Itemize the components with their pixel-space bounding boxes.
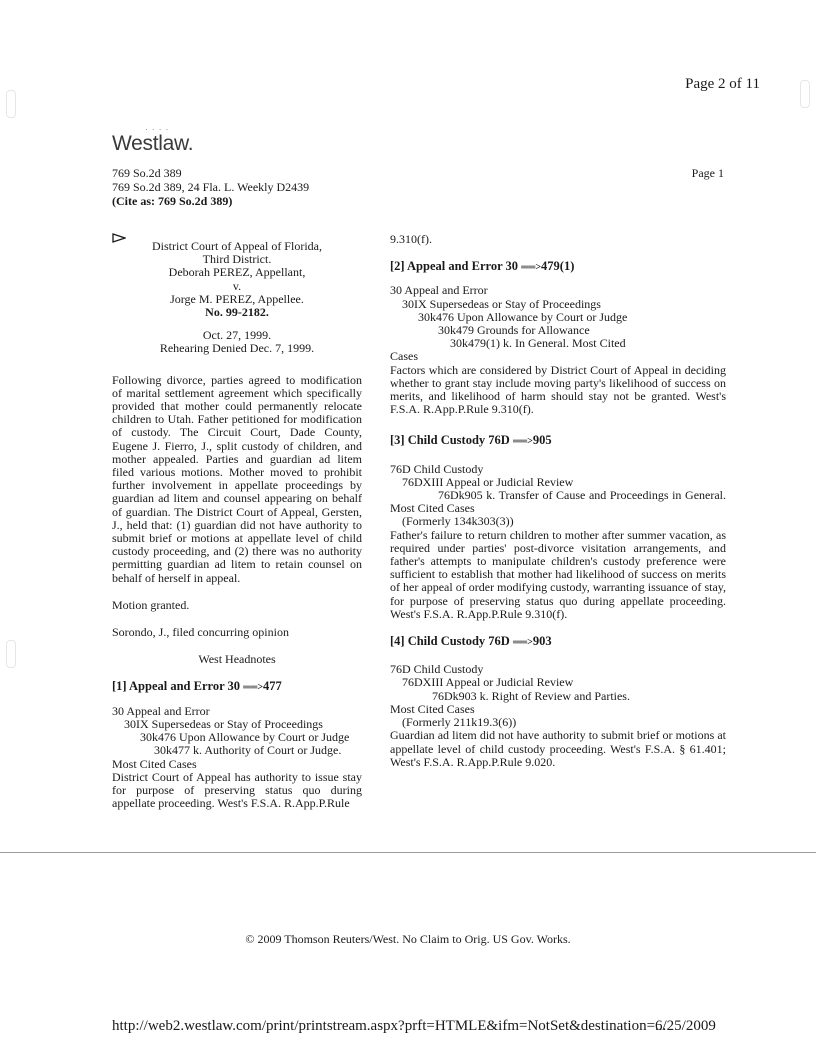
citation-line: 769 So.2d 389: [112, 166, 182, 180]
westlaw-logo: [112, 125, 194, 156]
topic-line: 76D Child Custody: [390, 461, 484, 476]
decision-date: Oct. 27, 1999.: [202, 328, 272, 343]
headnote: [390, 635, 726, 769]
synopsis: Following divorce, parties agreed to modification of marital settlement agreement which specifically provided that mother could permanently relocate children to Utah. Father petitioned for modification of custody. The Circuit Court, Dade County, Eugene J. Fierro, J., split custody of children, and mother appealed. Parties and guardian ad litem filed various motions. Mother moved to prohibit further involvement in appellate proceedings by guardian ad litem and counsel appearing on behalf of guardian. The District Court of Appeal, Gersten, J., held that: (1) guardian did not have authority to submit brief or motions at appellate level of child custody proceeding, and (2) there was no authority permitting guardian ad litem to retain counsel on behalf of herself in appeal.: [112, 372, 362, 585]
formerly-note: (Formerly 134k303(3)): [402, 514, 514, 529]
topic-line: 76DXIII Appeal or Judicial Review: [402, 474, 574, 489]
headnote-heading[interactable]: [112, 680, 362, 694]
headnote-heading[interactable]: [390, 434, 726, 448]
district-name: Third District.: [202, 252, 272, 267]
disposition: Motion granted.: [112, 597, 190, 612]
most-cited-link[interactable]: Most Cited Cases: [390, 701, 475, 716]
appellant: Deborah PEREZ, Appellant,: [168, 265, 306, 280]
topic-line: 30 Appeal and Error: [390, 283, 488, 298]
versus: v.: [232, 278, 242, 293]
document-page-number: Page 1: [691, 166, 724, 180]
headnote-text: Factors which are considered by District Court of Appeal in deciding whether to grant stay include moving party's likelihood of success on merits, and likelihood of harm should stay not be granted. West's F.S.A. R.App.P.Rule 9.310(f).: [390, 362, 726, 417]
case-caption: [112, 240, 362, 356]
concurrence-note: Sorondo, J., filed concurring opinion: [112, 625, 289, 640]
formerly-note: (Formerly 211k19.3(6)): [402, 715, 517, 730]
headnote-text: Father's failure to return children to mother after summer vacation, as required under parties' post-divorce visitation arrangements, and father's attempts to manipulate children's custody preference were sufficient to establish that mother had likelihood of success on merits of her appeal of order modifying custody, warranting issuance of stay, for purpose of preserving status quo during appellate proceeding. West's F.S.A. R.App.P.Rule 9.310(f).: [390, 527, 726, 621]
page-divider: [0, 852, 816, 853]
key-symbol-icon: ══>: [521, 262, 542, 274]
headnote-continued: 9.310(f).: [390, 232, 432, 246]
topic-line[interactable]: 30k479(1) k. In General. Most Cited: [450, 336, 626, 351]
most-cited-link[interactable]: Cases: [390, 349, 418, 364]
key-symbol-icon: ══>: [243, 682, 264, 694]
topic-line: 30k479 Grounds for Allowance: [438, 323, 590, 338]
key-number[interactable]: 477: [263, 679, 282, 694]
headnote: [390, 434, 726, 621]
topic-line: 30k476 Upon Allowance by Court or Judge: [140, 730, 350, 745]
topic-line: 30IX Supersedeas or Stay of Proceedings: [124, 716, 323, 731]
scan-mark: [6, 90, 16, 118]
citation-block: [112, 166, 309, 208]
scan-mark: [6, 640, 16, 668]
copyright-notice: © 2009 Thomson Reuters/West. No Claim to Orig. US Gov. Works.: [245, 932, 571, 946]
topic-line[interactable]: 30k477 k. Authority of Court or Judge.: [154, 743, 342, 758]
logo-dots-decoration: · · · ·: [145, 125, 170, 134]
key-symbol-icon: ══>: [512, 436, 533, 448]
headnote-heading[interactable]: [390, 260, 726, 274]
cite-as: (Cite as: 769 So.2d 389): [112, 194, 233, 208]
key-number[interactable]: 905: [532, 433, 552, 448]
scan-mark: [800, 80, 810, 108]
topic-line: 30IX Supersedeas or Stay of Proceedings: [402, 296, 601, 311]
logo-text: Westlaw.: [112, 132, 194, 155]
topic-line: 76D Child Custody: [390, 662, 484, 677]
case-number: No. 99-2182.: [205, 305, 269, 320]
rehearing-date: Rehearing Denied Dec. 7, 1999.: [159, 341, 315, 356]
topic-line: 30k476 Upon Allowance by Court or Judge: [418, 309, 628, 324]
left-column: [112, 240, 362, 810]
most-cited-link[interactable]: Most Cited Cases: [112, 756, 197, 771]
right-column: [390, 233, 726, 769]
print-url: http://web2.westlaw.com/print/printstream.aspx?prft=HTMLE&ifm=NotSet&destination=...: [112, 1018, 667, 1034]
appellee: Jorge M. PEREZ, Appellee.: [170, 291, 304, 306]
key-number[interactable]: 479(1): [541, 259, 575, 274]
page-of-indicator: Page 2 of 11: [685, 76, 760, 92]
print-date: 6/25/2009: [655, 1018, 716, 1034]
headnote-text: Guardian ad litem did not have authority to submit brief or motions at appellate level of child custody proceeding. West's F.S.A. § 61.401; West's F.S.A. R.App.P.Rule 9.020.: [390, 728, 726, 769]
headnote: [390, 260, 726, 416]
topic-line[interactable]: 76Dk903 k. Right of Review and Parties.: [432, 688, 630, 703]
court-name: District Court of Appeal of Florida,: [152, 239, 322, 253]
topic-line: 30 Appeal and Error: [112, 703, 210, 718]
headnote-text: District Court of Appeal has authority to issue stay for purpose of preserving status quo during appellate proceeding. West's F.S.A. R.App.P.Rule: [112, 769, 362, 811]
key-symbol-icon: ══>: [512, 637, 533, 649]
topic-line: 76DXIII Appeal or Judicial Review: [402, 675, 574, 690]
key-number[interactable]: 903: [532, 634, 552, 649]
headnote-topic[interactable]: [1] Appeal and Error 30: [112, 679, 241, 694]
citation-line: 769 So.2d 389, 24 Fla. L. Weekly D2439: [112, 180, 310, 194]
headnote-topic[interactable]: [4] Child Custody 76D: [390, 634, 510, 649]
headnote-topic[interactable]: [3] Child Custody 76D: [390, 433, 510, 448]
headnote-topic[interactable]: [2] Appeal and Error 30: [390, 259, 519, 274]
topic-line[interactable]: 76Dk905 k. Transfer of Cause and Proceedings in General. Most Cited Cases: [390, 488, 726, 516]
headnote: [112, 680, 362, 810]
west-headnotes-title: West Headnotes: [198, 652, 276, 667]
headnote-heading[interactable]: [390, 635, 726, 649]
